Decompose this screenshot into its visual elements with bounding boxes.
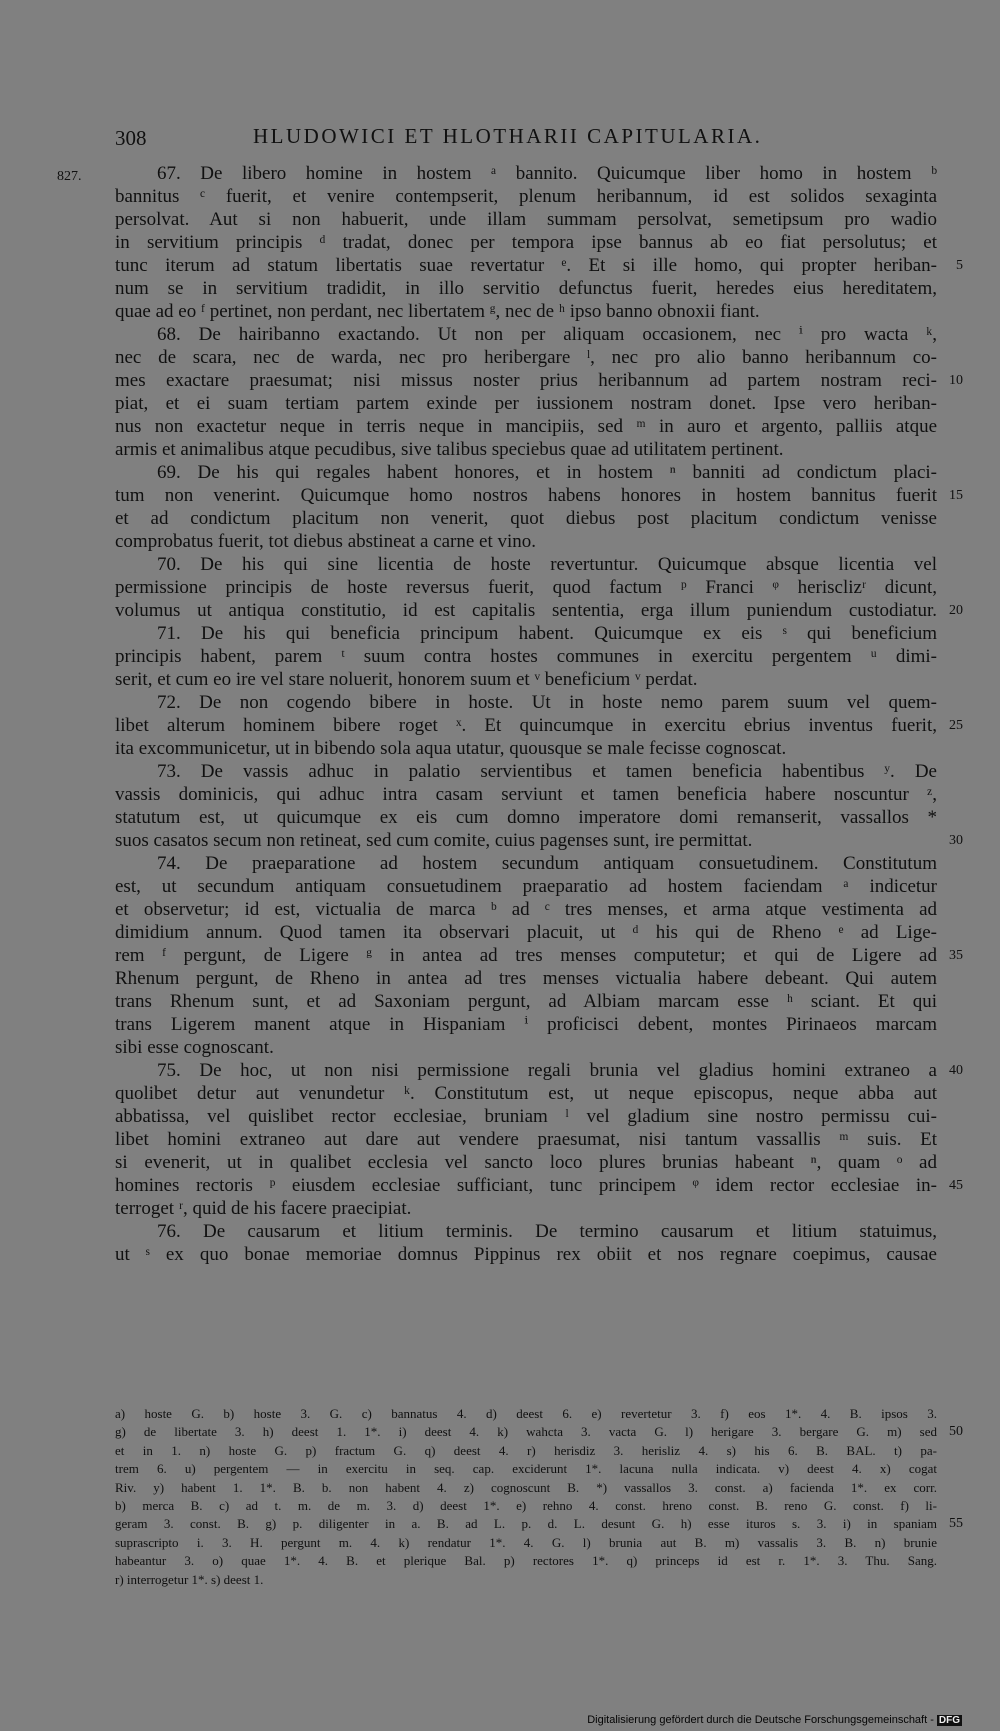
line-text: in servitium principis ᵈ tradat, donec per tempora ipse bannus ab eo fiat persolutus; et — [115, 232, 937, 253]
line-text: persolvat. Aut si non habuerit, unde illam summam persolvat, semetipsum pro wadio — [115, 209, 937, 230]
line-text: volumus ut antiqua constitutio, id est capitalis sententia, erga illum puniendum custodiatur. — [115, 600, 937, 621]
line-text: suos casatos secum non retineat, sed cum comite, cuius pagenses sunt, ire permittat. — [115, 830, 753, 851]
line-text: nus non exactetur neque in terris neque in mancipiis, sed ᵐ in auro et argento, palliis atque — [115, 416, 937, 437]
footnote-text: Riv. y) habent 1. 1*. B. b. non habent 4. z) cognoscunt B. *) vassallos 3. const. a) facienda 1*. ex corr. — [115, 1479, 937, 1495]
line-text: trans Rhenum sunt, et ad Saxoniam pergunt, ad Albiam marcam esse ʰ sciant. Et qui — [115, 991, 937, 1012]
footnote-line — [115, 1479, 937, 1497]
line-number: 45 — [949, 1178, 963, 1193]
line-text: nec de scara, nec de warda, nec pro heribergare ˡ, nec pro alio banno heribannum co- — [115, 347, 937, 368]
text-line — [115, 990, 937, 1013]
text-line — [115, 737, 937, 760]
text-line — [115, 277, 937, 300]
text-line — [115, 875, 937, 898]
text-line — [115, 530, 937, 553]
text-line — [115, 254, 963, 277]
line-text: abbatissa, vel quislibet rector ecclesiae, bruniam ˡ vel gladium sine nostro permissu cui- — [115, 1106, 937, 1127]
line-text: terroget ʳ, quid de his facere praecipiat. — [115, 1198, 412, 1219]
text-line — [115, 1220, 937, 1243]
line-text: libet alterum hominem bibere roget ˣ. Et quincumque in exercitu ebrius inventus fuerit, — [115, 715, 937, 736]
text-line — [115, 162, 937, 185]
text-line — [115, 898, 937, 921]
footnote-line — [115, 1405, 937, 1423]
line-text: ut ˢ ex quo bonae memoriae domnus Pippinus rex obiit et nos regnare coepimus, causae — [115, 1244, 937, 1265]
text-line — [115, 944, 963, 967]
text-line — [115, 346, 937, 369]
text-line — [115, 484, 963, 507]
digitization-credit — [587, 1714, 962, 1726]
line-text: 72. De non cogendo bibere in hoste. Ut in hoste nemo parem suum vel quem- — [157, 692, 937, 713]
margin-year: 827. — [57, 169, 82, 184]
line-number: 5 — [956, 258, 963, 273]
text-line — [115, 323, 937, 346]
line-number: 35 — [949, 948, 963, 963]
line-number: 50 — [949, 1424, 963, 1440]
text-line — [115, 392, 937, 415]
footnote-line — [115, 1552, 937, 1570]
text-line — [115, 1036, 937, 1059]
credit-text: Digitalisierung gefördert durch die Deutsche Forschungsgemeinschaft - — [587, 1714, 934, 1726]
footnote-line — [115, 1571, 937, 1589]
line-text: comprobatus fuerit, tot diebus abstineat a carne et vino. — [115, 531, 537, 552]
line-text: libet homini extraneo aut dare aut vendere praesumat, nisi tantum vassallis ᵐ suis. Et — [115, 1129, 937, 1150]
footnote-line — [115, 1534, 937, 1552]
line-text: Rhenum pergunt, de Rheno in antea ad tres menses victualia habere debeant. Qui autem — [115, 968, 937, 989]
footnote-text: habeantur 3. o) quae 1*. 4. B. et plerique Bal. p) rectores 1*. q) princeps id est r. 1*. 3. Thu. Sang. — [115, 1553, 937, 1569]
text-line — [115, 185, 937, 208]
footnotes — [115, 1405, 963, 1589]
line-text: tunc iterum ad statum libertatis suae revertatur ᵉ. Et si ille homo, qui propter heriban- — [115, 255, 937, 276]
text-line — [115, 967, 937, 990]
line-text: serit, et cum eo ire vel stare noluerit, honorem suum et ᵛ beneficium ᵛ perdat. — [115, 669, 698, 690]
line-text: 69. De his qui regales habent honores, et in hostem ⁿ banniti ad condictum placi- — [157, 462, 937, 483]
text-line — [115, 1174, 963, 1197]
line-number: 55 — [949, 1516, 963, 1532]
text-line — [115, 1243, 937, 1266]
line-text: permissione principis de hoste reversus fuerit, quod factum ᵖ Franci ᵠ herisclizʳ dicunt, — [115, 577, 937, 598]
text-line — [115, 1105, 937, 1128]
footnote-text: et in 1. n) hoste G. p) fractum G. q) deest 4. r) herisdiz 3. herisliz 4. s) his 6. B. BAL. t) pa- — [115, 1442, 937, 1458]
line-number: 25 — [949, 718, 963, 733]
text-line — [115, 1082, 937, 1105]
line-text: armis et animalibus atque pecudibus, sive talibus speciebus quae ad utilitatem pertinent. — [115, 439, 784, 460]
running-title: HLUDOWICI ET HLOTHARII CAPITULARIA. — [253, 124, 763, 148]
text-line — [115, 599, 963, 622]
line-number: 40 — [949, 1063, 963, 1078]
footnote-line — [115, 1515, 963, 1533]
footnote-line — [115, 1460, 937, 1478]
line-text: trans Ligerem manent atque in Hispaniam ⁱ proficisci debent, montes Pirinaeos marcam — [115, 1014, 937, 1035]
text-line — [115, 829, 963, 852]
text-line — [115, 806, 937, 829]
text-line — [115, 507, 937, 530]
line-text: tum non venerint. Quicumque homo nostros habens honores in hostem bannitus fuerit — [115, 485, 937, 506]
text-line — [115, 1197, 937, 1220]
line-text: principis habent, parem ᵗ suum contra hostes communes in exercitu pergentem ᵘ dimi- — [115, 646, 937, 667]
text-line — [115, 208, 937, 231]
text-line — [115, 691, 937, 714]
footnote-text: g) de libertate 3. h) deest 1. 1*. i) deest 4. k) wahcta 3. vacta G. l) herigare 3. bergare G. m) sed — [115, 1424, 937, 1440]
dfg-logo: DFG — [938, 1715, 960, 1726]
line-text: homines rectoris ᵖ eiusdem ecclesiae sufficiant, tunc principem ᵠ idem rector ecclesiae in- — [115, 1175, 937, 1196]
footnote-line — [115, 1423, 963, 1441]
text-line — [115, 622, 937, 645]
line-text: dimidium annum. Quod tamen ita observari placuit, ut ᵈ his qui de Rheno ᵉ ad Lige- — [115, 922, 937, 943]
line-text: sibi esse cognoscant. — [115, 1037, 274, 1058]
line-text: est, ut secundum antiquam consuetudinem praeparatio ad hostem faciendam ᵃ indicetur — [115, 876, 937, 897]
footnote-text: geram 3. const. B. g) p. diligenter in a. B. ad L. p. d. L. desunt G. h) esse ituros s. 3. i) in spaniam — [115, 1516, 937, 1532]
line-text: et ad condictum placitum non venerit, quot diebus post placitum condictum venisse — [115, 508, 937, 529]
footnote-text: suprascripto i. 3. H. pergunt m. 4. k) rendatur 1*. 4. G. l) brunia aut B. m) vassalis 3. B. n) brunie — [115, 1534, 937, 1550]
text-line — [115, 415, 937, 438]
text-line — [115, 576, 937, 599]
line-text: 76. De causarum et litium terminis. De termino causarum et litium statuimus, — [157, 1221, 937, 1242]
line-text: 73. De vassis adhuc in palatio servientibus et tamen beneficia habentibus ʸ. De — [157, 761, 937, 782]
footnote-line — [115, 1442, 937, 1460]
text-line — [115, 852, 937, 875]
line-text: quolibet detur aut venundetur ᵏ. Constitutum est, ut neque episcopus, neque abba aut — [115, 1083, 937, 1104]
footnote-text: b) merca B. c) ad t. m. de m. 3. d) deest 1*. e) rehno 4. const. hreno const. B. reno G. const. f) li- — [115, 1497, 937, 1513]
text-line — [115, 714, 963, 737]
line-text: 68. De hairibanno exactando. Ut non per aliquam occasionem, nec ⁱ pro wacta ᵏ, — [157, 324, 937, 345]
footnote-text: trem 6. u) pergentem — in exercitu in seq. cap. exciderunt 1*. lacuna nulla indicata. v) deest 4. x) cogat — [115, 1461, 937, 1477]
text-line — [115, 1128, 937, 1151]
line-text: si evenerit, ut in qualibet ecclesia vel sancto loco plures brunias habeant ⁿ, quam ᵒ ad — [115, 1152, 937, 1173]
line-text: 67. De libero homine in hostem ᵃ bannito. Quicumque liber homo in hostem ᵇ — [157, 163, 937, 184]
line-text: vassis dominicis, qui adhuc intra casam serviunt et tamen beneficia habere noscuntur ᶻ, — [115, 784, 937, 805]
text-line — [115, 783, 937, 806]
text-line — [115, 645, 937, 668]
line-text: num se in servitium tradidit, in illo servitio defunctus fuerit, heredes eius hereditatem, — [115, 278, 937, 299]
line-number: 30 — [949, 833, 963, 848]
line-text: piat, et ei suam tertiam partem exinde per iussionem nostram donet. Ipse vero heriban- — [115, 393, 937, 414]
line-text: rem ᶠ pergunt, de Ligere ᵍ in antea ad tres menses computetur; et qui de Ligere ad — [115, 945, 937, 966]
main-text — [115, 162, 963, 1266]
line-text: ita excommunicetur, ut in bibendo sola aqua utatur, quousque se male fecisse cognoscat. — [115, 738, 787, 759]
page-number: 308 — [115, 126, 147, 150]
line-text: 70. De his qui sine licentia de hoste revertuntur. Quicumque absque licentia vel — [157, 554, 937, 575]
text-line — [115, 760, 937, 783]
text-line — [115, 461, 937, 484]
footnote-line — [115, 1497, 937, 1515]
text-line — [115, 1151, 937, 1174]
text-line — [115, 1059, 963, 1082]
line-text: bannitus ᶜ fuerit, et venire contempserit, plenum heribannum, id est solidos sexaginta — [115, 186, 937, 207]
line-text: 74. De praeparatione ad hostem secundum antiquam consuetudinem. Constitutum — [157, 853, 937, 874]
text-line — [115, 553, 937, 576]
text-line — [115, 231, 937, 254]
text-line — [115, 921, 937, 944]
footnote-text: r) interrogetur 1*. s) deest 1. — [115, 1571, 264, 1587]
text-line — [115, 438, 937, 461]
text-line — [115, 369, 963, 392]
line-number: 10 — [949, 373, 963, 388]
line-text: et observetur; id est, victualia de marca ᵇ ad ᶜ tres menses, et arma atque vestimenta ad — [115, 899, 937, 920]
line-number: 15 — [949, 488, 963, 503]
line-text: 71. De his qui beneficia principum habent. Quicumque ex eis ˢ qui beneficium — [157, 623, 937, 644]
line-text: mes exactare praesumat; nisi missus noster prius heribannum ad partem nostram reci- — [115, 370, 937, 391]
footnote-text: a) hoste G. b) hoste 3. G. c) bannatus 4. d) deest 6. e) revertetur 3. f) eos 1*. 4. B. ipsos 3. — [115, 1406, 937, 1421]
line-number: 20 — [949, 603, 963, 618]
text-line — [115, 668, 937, 691]
line-text: 75. De hoc, ut non nisi permissione regali brunia vel gladius homini extraneo a — [157, 1060, 937, 1081]
line-text: quae ad eo ᶠ pertinet, non perdant, nec libertatem ᵍ, nec de ʰ ipso banno obnoxii fiant. — [115, 301, 760, 322]
text-line — [115, 1013, 937, 1036]
text-line — [115, 300, 937, 323]
line-text: statutum est, ut quicumque ex eis cum domno imperatore domi remanserit, vassallos * — [115, 807, 937, 828]
